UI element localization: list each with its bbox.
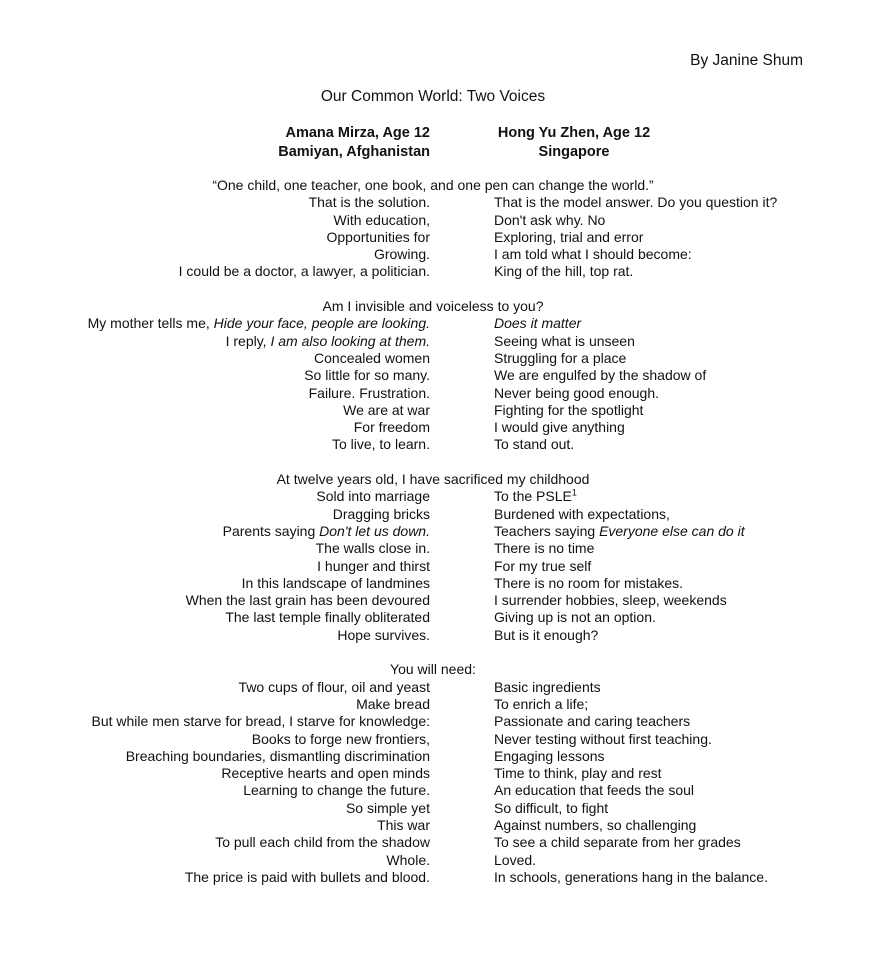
right-voice-line	[494, 194, 777, 211]
line-text: Receptive hearts and open minds	[221, 765, 430, 782]
line-text: Basic ingredients	[494, 678, 601, 695]
left-voice-line	[314, 350, 430, 367]
right-voice-line	[494, 229, 643, 246]
left-speaker	[278, 124, 430, 162]
right-voice-line	[494, 817, 696, 834]
line-text: Against numbers, so challenging	[494, 816, 697, 833]
poem-row	[0, 385, 890, 402]
left-speaker-place: Bamiyan, Afghanistan	[278, 144, 430, 160]
stanza-2	[0, 298, 890, 454]
left-voice-line	[377, 817, 430, 834]
line-text: Burdened with expectations,	[494, 505, 670, 522]
poem-row	[0, 817, 890, 834]
line-text: The walls close in.	[315, 540, 430, 557]
right-voice-line	[494, 834, 741, 851]
right-voice-line	[494, 592, 727, 609]
line-text: Struggling for a place	[494, 349, 627, 366]
poem-row	[0, 315, 890, 332]
poem-row	[0, 402, 890, 419]
line-text: With education,	[333, 211, 430, 228]
line-text: That is the solution.	[308, 194, 430, 211]
emphasis-text: Don't let us down.	[319, 522, 430, 539]
shared-line: At twelve years old, I have sacrificed my childhood	[276, 471, 590, 488]
right-voice-line	[494, 869, 768, 886]
line-text: Exploring, trial and error	[494, 228, 644, 245]
poem-row	[0, 575, 890, 592]
right-voice-line	[494, 506, 670, 523]
poem-row	[0, 540, 890, 557]
line-text: Fighting for the spotlight	[494, 401, 644, 418]
right-voice-line	[494, 852, 536, 869]
right-speaker-place: Singapore	[538, 144, 610, 160]
footnote-marker: 1	[571, 487, 577, 498]
line-text: For my true self	[494, 557, 592, 574]
left-voice-line	[316, 540, 430, 557]
left-voice-line	[252, 731, 430, 748]
right-voice-line	[494, 627, 598, 644]
line-text: King of the hill, top rat.	[494, 263, 634, 280]
poem-row	[0, 679, 890, 696]
line-text: Make bread	[356, 695, 430, 712]
poem-row	[0, 800, 890, 817]
line-text: Teachers saying	[494, 522, 600, 539]
poem-body	[0, 177, 890, 903]
left-voice-line	[226, 333, 430, 350]
line-text: I hunger and thirst	[317, 557, 430, 574]
poem-row	[0, 229, 890, 246]
left-voice-line	[354, 419, 430, 436]
line-text: Time to think, play and rest	[494, 765, 662, 782]
left-voice-line	[309, 194, 430, 211]
poem-row	[0, 194, 890, 211]
line-text: Giving up is not an option.	[494, 609, 656, 626]
left-voice-line	[327, 229, 431, 246]
left-speaker-name: Amana Mirza, Age 12	[285, 125, 430, 141]
line-text: That is the model answer. Do you question it?	[494, 194, 778, 211]
line-text: I could be a doctor, a lawyer, a politician.	[178, 263, 430, 280]
line-text: In this landscape of landmines	[241, 574, 430, 591]
poem-row	[0, 212, 890, 229]
poem-row	[0, 782, 890, 799]
right-voice-line	[494, 800, 608, 817]
line-text: There is no time	[494, 540, 595, 557]
right-speaker-name: Hong Yu Zhen, Age 12	[497, 125, 651, 141]
line-text: Never testing without first teaching.	[494, 730, 712, 747]
left-voice-line	[185, 869, 430, 886]
right-voice-line	[494, 696, 588, 713]
line-text: To live, to learn.	[331, 436, 430, 453]
left-voice-line	[346, 800, 430, 817]
left-voice-line	[239, 679, 430, 696]
right-voice-line	[494, 679, 601, 696]
line-text: My mother tells me,	[87, 315, 214, 332]
right-voice-line	[494, 402, 643, 419]
poem-row	[0, 713, 890, 730]
poem-row	[0, 367, 890, 384]
shared-line: You will need:	[390, 661, 476, 678]
right-voice-line	[494, 488, 577, 505]
line-text: But is it enough?	[494, 626, 599, 643]
line-text: But while men starve for bread, I starve for knowledge:	[91, 713, 430, 730]
right-voice-line	[494, 419, 625, 436]
right-voice-line	[494, 333, 635, 350]
line-text: Growing.	[373, 246, 430, 263]
left-voice-line	[332, 436, 430, 453]
poem-row	[0, 350, 890, 367]
line-text: Sold into marriage	[316, 488, 430, 505]
right-voice-line	[494, 782, 694, 799]
line-text: An education that feeds the soul	[494, 782, 695, 799]
line-text: Breaching boundaries, dismantling discrimination	[125, 747, 430, 764]
left-voice-line	[88, 315, 430, 332]
right-voice-line	[494, 350, 626, 367]
line-text: Two cups of flour, oil and yeast	[238, 678, 430, 695]
right-voice-line	[494, 212, 605, 229]
left-voice-line	[243, 782, 430, 799]
line-text: We are at war	[343, 401, 430, 418]
right-voice-line	[494, 263, 633, 280]
left-voice-line	[225, 609, 430, 626]
right-voice-line	[494, 748, 605, 765]
right-voice-line	[494, 575, 683, 592]
line-text: I surrender hobbies, sleep, weekends	[494, 592, 727, 609]
left-voice-line	[223, 523, 430, 540]
left-voice-line	[92, 713, 431, 730]
line-text: Whole.	[386, 851, 430, 868]
left-voice-line	[374, 246, 430, 263]
right-voice-line	[494, 367, 706, 384]
stanza-4	[0, 661, 890, 886]
right-voice-line	[494, 523, 745, 540]
line-text: I would give anything	[494, 419, 625, 436]
right-voice-line	[494, 765, 662, 782]
right-voice-line	[494, 540, 594, 557]
poem-row	[0, 731, 890, 748]
poem-row	[0, 506, 890, 523]
emphasis-text: Hide your face, people are looking.	[213, 315, 430, 332]
line-text: Seeing what is unseen	[494, 332, 635, 349]
left-voice-line	[386, 852, 430, 869]
poem-row	[0, 558, 890, 575]
poem-row	[0, 592, 890, 609]
poem-row	[0, 765, 890, 782]
author-byline: By Janine Shum	[690, 52, 803, 69]
poem-row	[0, 436, 890, 453]
right-voice-line	[494, 713, 690, 730]
line-text: Opportunities for	[326, 228, 430, 245]
line-text: Dragging bricks	[332, 505, 430, 522]
line-text: To enrich a life;	[494, 695, 589, 712]
right-voice-line	[494, 246, 692, 263]
line-text: Learning to change the future.	[243, 782, 430, 799]
poem-row	[0, 748, 890, 765]
left-voice-line	[309, 385, 430, 402]
line-text: When the last grain has been devoured	[185, 592, 430, 609]
poem-row	[0, 419, 890, 436]
line-text: Parents saying	[222, 522, 320, 539]
line-text: The last temple finally obliterated	[225, 609, 430, 626]
line-text: In schools, generations hang in the balance.	[494, 868, 768, 885]
left-voice-line	[356, 696, 430, 713]
line-text: There is no room for mistakes.	[494, 574, 684, 591]
right-speaker	[494, 124, 654, 162]
shared-line: “One child, one teacher, one book, and one pen can change the world.”	[212, 177, 654, 193]
line-text: Concealed women	[314, 349, 430, 366]
poem-row	[0, 627, 890, 644]
line-text: This war	[377, 816, 430, 833]
left-voice-line	[126, 748, 430, 765]
line-text: So simple yet	[345, 799, 430, 816]
poem-row	[0, 609, 890, 626]
poem-row	[0, 263, 890, 280]
line-text: I reply,	[225, 332, 271, 349]
poem-row	[0, 488, 890, 505]
right-voice-line	[494, 609, 656, 626]
poem-row	[0, 852, 890, 869]
right-voice-line	[494, 558, 591, 575]
poem-row	[0, 246, 890, 263]
line-text: We are engulfed by the shadow of	[494, 367, 707, 384]
poem-title: Our Common World: Two Voices	[320, 88, 546, 105]
left-voice-line	[343, 402, 430, 419]
shared-line: Am I invisible and voiceless to you?	[322, 298, 544, 315]
line-text: Engaging lessons	[494, 747, 605, 764]
line-text: To pull each child from the shadow	[215, 834, 430, 851]
emphasis-text: Everyone else can do it	[599, 522, 745, 539]
stanza-1	[0, 177, 890, 281]
stanza-3	[0, 471, 890, 644]
line-text: I am told what I should become:	[494, 246, 692, 263]
left-voice-line	[333, 506, 430, 523]
line-text: The price is paid with bullets and blood.	[184, 868, 430, 885]
poem-row	[0, 696, 890, 713]
poem-row	[0, 834, 890, 851]
line-text: Failure. Frustration.	[308, 384, 430, 401]
line-text: Never being good enough.	[494, 384, 660, 401]
left-voice-line	[316, 488, 430, 505]
poem-row	[0, 869, 890, 886]
left-voice-line	[186, 592, 430, 609]
poem-row	[0, 333, 890, 350]
line-text: So difficult, to fight	[494, 799, 609, 816]
left-voice-line	[317, 558, 430, 575]
line-text: To see a child separate from her grades	[494, 834, 741, 851]
left-voice-line	[334, 212, 431, 229]
left-voice-line	[179, 263, 430, 280]
right-voice-line	[494, 436, 574, 453]
line-text: Passionate and caring teachers	[494, 713, 691, 730]
left-voice-line	[337, 627, 430, 644]
right-voice-line	[494, 315, 581, 332]
line-text: To the PSLE	[494, 488, 572, 505]
line-text: To stand out.	[494, 436, 575, 453]
right-voice-line	[494, 385, 659, 402]
left-voice-line	[215, 834, 430, 851]
left-voice-line	[304, 367, 430, 384]
emphasis-text: Does it matter	[494, 315, 582, 332]
line-text: Don't ask why. No	[494, 211, 606, 228]
line-text: Hope survives.	[337, 626, 430, 643]
line-text: Books to forge new frontiers,	[251, 730, 430, 747]
poem-row	[0, 523, 890, 540]
line-text: So little for so many.	[304, 367, 430, 384]
left-voice-line	[242, 575, 430, 592]
line-text: Loved.	[494, 851, 537, 868]
right-voice-line	[494, 731, 712, 748]
emphasis-text: I am also looking at them.	[270, 332, 430, 349]
left-voice-line	[221, 765, 430, 782]
line-text: For freedom	[353, 419, 430, 436]
